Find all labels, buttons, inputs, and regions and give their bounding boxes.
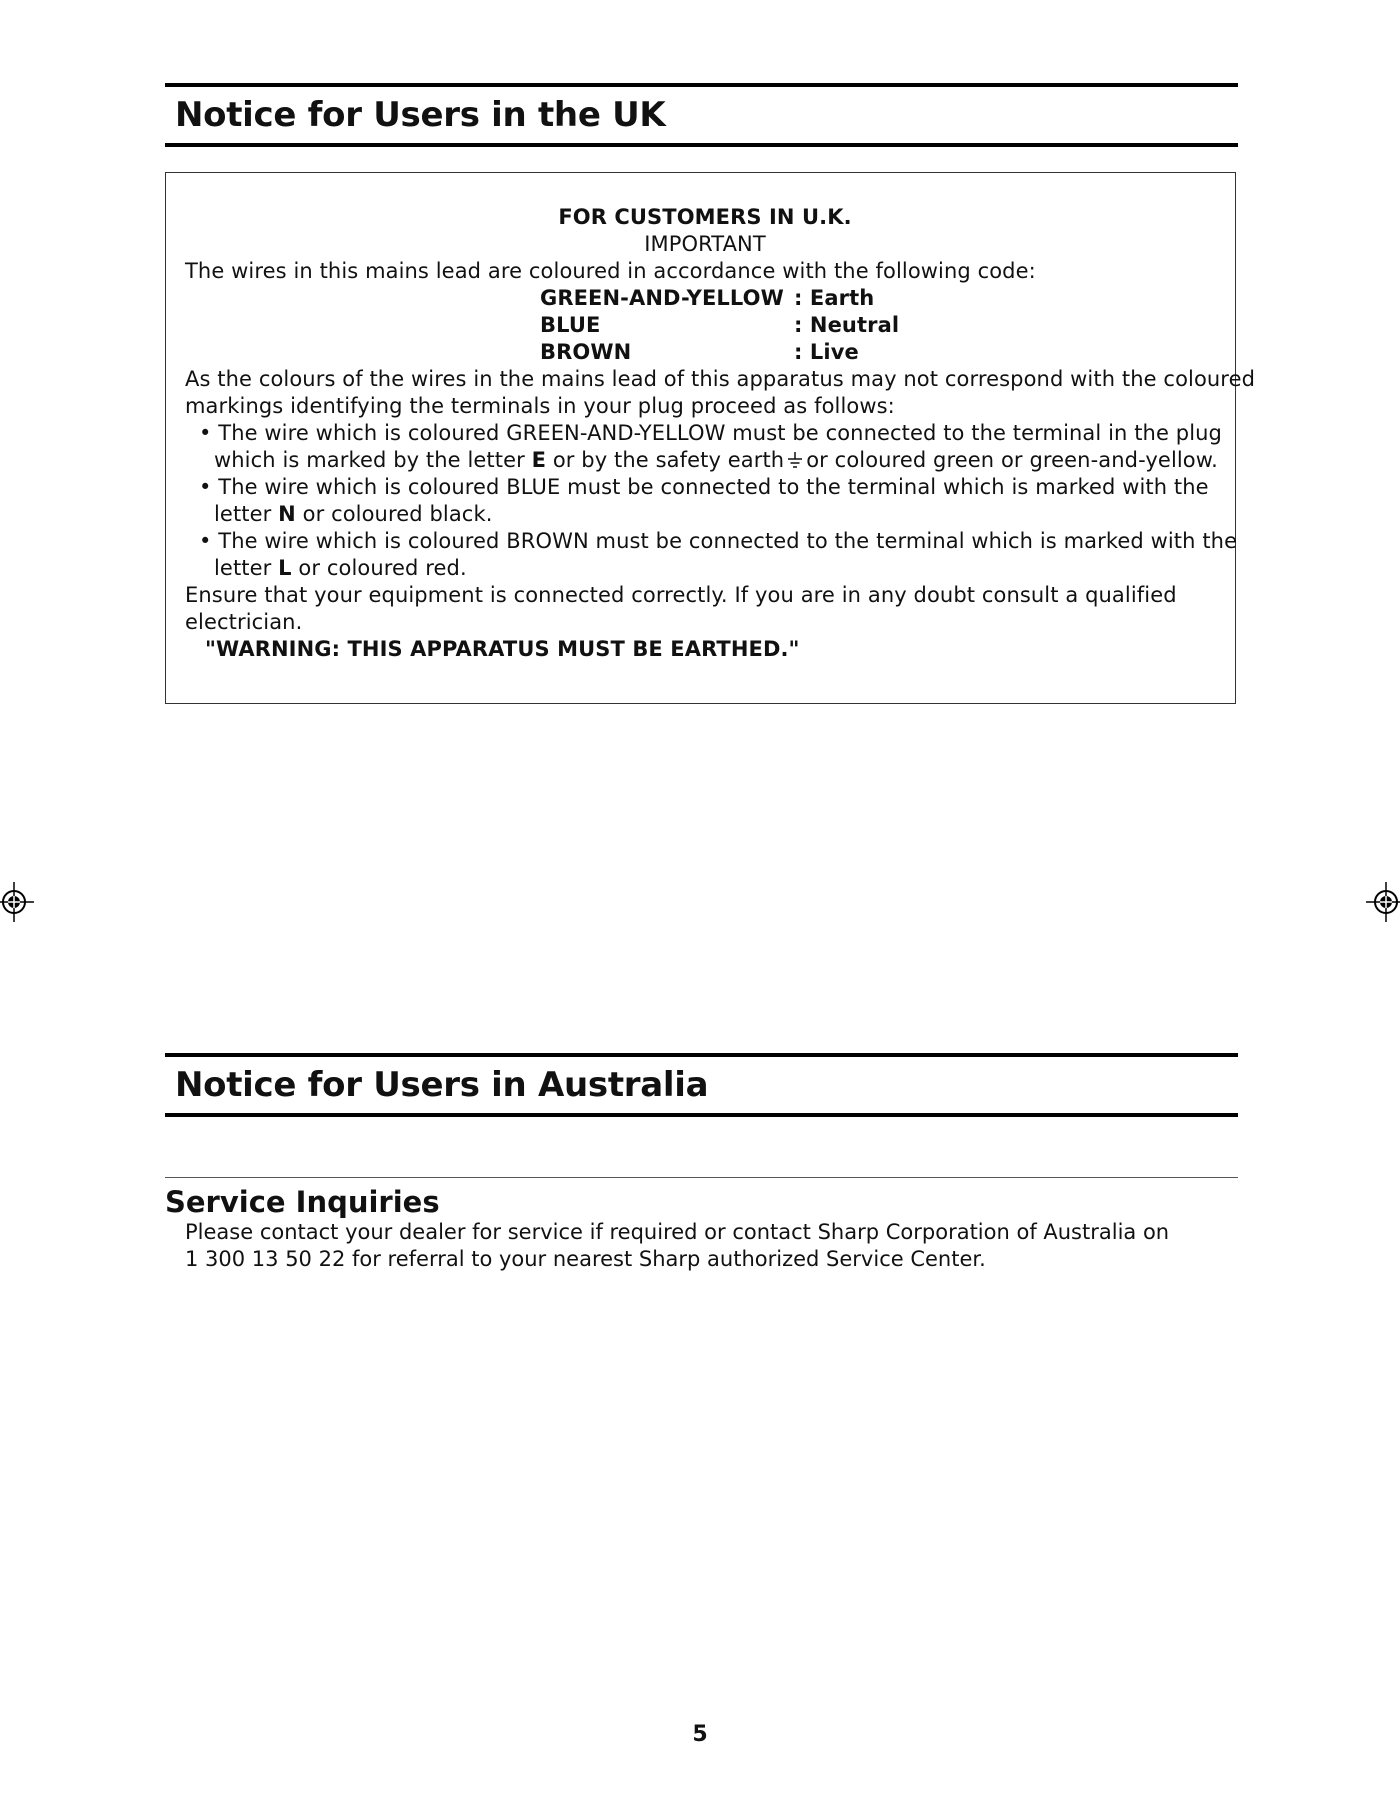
service-divider xyxy=(165,1177,1238,1178)
wire-code-row xyxy=(185,285,1225,312)
text-span: which is marked by the letter xyxy=(214,448,532,472)
text-span: letter xyxy=(214,502,279,526)
letter-n: N xyxy=(278,502,296,526)
registration-mark-icon xyxy=(1366,882,1400,922)
letter-e: E xyxy=(531,448,547,472)
box-subtitle: IMPORTANT xyxy=(644,232,766,256)
uk-section-header xyxy=(165,83,1238,147)
wire-meaning: : Neutral xyxy=(794,313,900,337)
bullet-green-yellow-cont xyxy=(185,447,1225,474)
text-span: or coloured green or green-and-yellow. xyxy=(806,448,1218,472)
wire-meaning: : Live xyxy=(794,340,859,364)
letter-l: L xyxy=(278,556,292,580)
wire-colour: GREEN-AND-YELLOW xyxy=(540,286,784,310)
ensure-line: electrician. xyxy=(185,610,303,634)
header-rule-bottom xyxy=(165,1113,1238,1117)
registration-mark-icon xyxy=(0,882,34,922)
text-span: or by the safety earth xyxy=(546,448,785,472)
wire-code-row xyxy=(185,339,1225,366)
bullet-brown-cont xyxy=(185,555,1225,582)
ensure-line: Ensure that your equipment is connected correctly. If you are in any doubt consult a qualified xyxy=(185,583,1177,607)
bullet-blue: • The wire which is coloured BLUE must be connected to the terminal which is marked with the xyxy=(199,475,1209,499)
bullet-green-yellow: • The wire which is coloured GREEN-AND-YELLOW must be connected to the terminal in the plug xyxy=(199,421,1222,445)
earth-symbol-icon xyxy=(787,451,803,469)
service-line: Please contact your dealer for service if required or contact Sharp Corporation of Australia on xyxy=(185,1220,1170,1244)
warning-text: "WARNING: THIS APPARATUS MUST BE EARTHED." xyxy=(205,637,800,661)
service-inquiries-title: Service Inquiries xyxy=(165,1185,440,1219)
service-line: 1 300 13 50 22 for referral to your nearest Sharp authorized Service Center. xyxy=(185,1247,986,1271)
wire-colour: BROWN xyxy=(540,340,632,364)
uk-section-title: Notice for Users in the UK xyxy=(175,95,666,135)
intro-text: The wires in this mains lead are coloured in accordance with the following code: xyxy=(185,259,1036,283)
bullet-brown: • The wire which is coloured BROWN must be connected to the terminal which is marked with the xyxy=(199,529,1238,553)
paragraph-line: As the colours of the wires in the mains lead of this apparatus may not correspond with the coloured xyxy=(185,367,1256,391)
australia-section-header xyxy=(165,1053,1238,1117)
text-span: or coloured black. xyxy=(295,502,493,526)
text-span: or coloured red. xyxy=(291,556,467,580)
uk-notice-text xyxy=(185,204,1256,663)
australia-section-title: Notice for Users in Australia xyxy=(175,1065,709,1105)
page-number: 5 xyxy=(692,1722,708,1747)
bullet-blue-cont xyxy=(185,501,1225,528)
service-inquiries-text xyxy=(185,1219,1225,1273)
wire-colour: BLUE xyxy=(540,313,601,337)
wire-meaning: : Earth xyxy=(794,286,875,310)
box-title: FOR CUSTOMERS IN U.K. xyxy=(558,205,852,229)
header-rule-bottom xyxy=(165,143,1238,147)
wire-code-row xyxy=(185,312,1225,339)
text-span: letter xyxy=(214,556,279,580)
paragraph-line: markings identifying the terminals in your plug proceed as follows: xyxy=(185,394,895,418)
